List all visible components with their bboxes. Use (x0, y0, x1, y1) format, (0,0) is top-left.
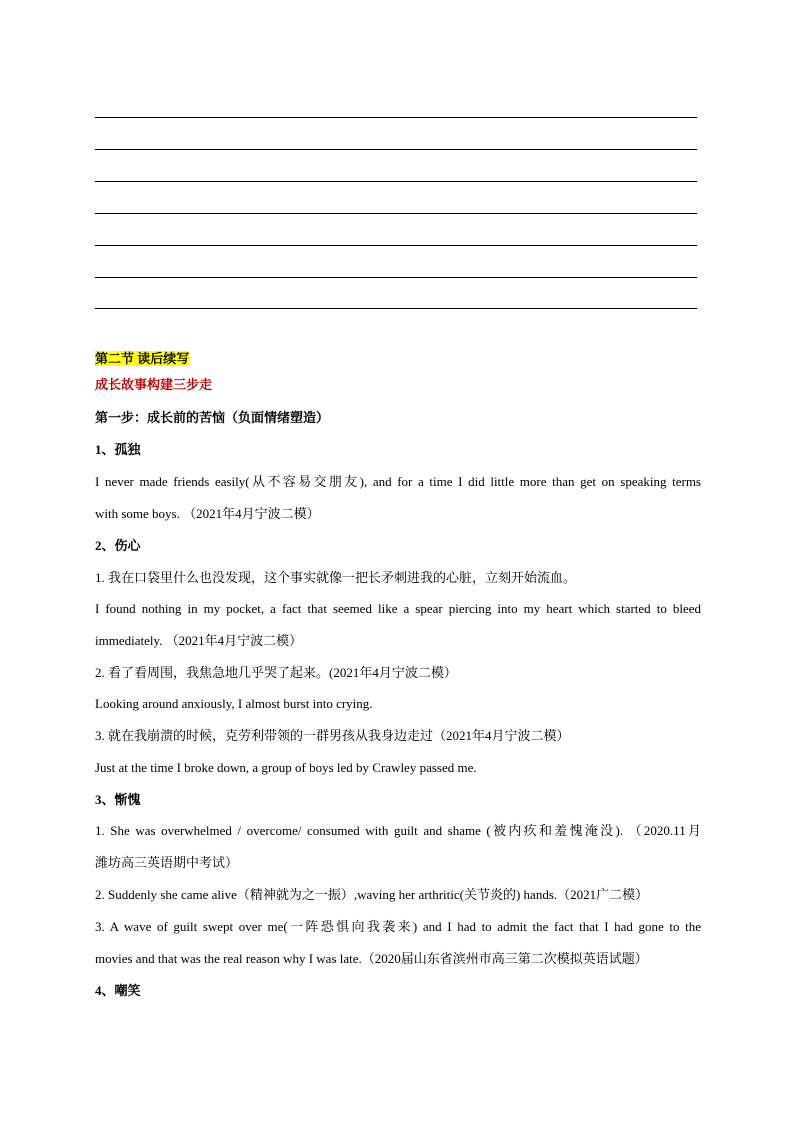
sad-example-1-chinese: 1. 我在口袋里什么也没发现，这个事实就像一把长矛刺进我的心脏，立刻开始流血。 (95, 570, 577, 585)
sad-example-3-chinese: 3. 就在我崩溃的时候，克劳利带领的一群男孩从我身边走过（2021年4月宁波二模） (95, 728, 570, 743)
category-heading-mock: 4、嘲笑 (95, 983, 141, 998)
answer-line (95, 149, 697, 150)
sad-example-3-english: Just at the time I broke down, a group of boys led by Crawley passed me. (95, 760, 477, 775)
subtitle: 成长故事构建三步走 (95, 377, 213, 392)
lonely-example-line2: with some boys. （2021年4月宁波二模） (95, 506, 320, 521)
answer-line (95, 213, 697, 214)
answer-line (95, 181, 697, 182)
sad-example-2-english: Looking around anxiously, I almost burst into crying. (95, 696, 373, 711)
category-heading-sad: 2、伤心 (95, 538, 141, 553)
section-heading (95, 351, 701, 367)
answer-line (95, 277, 697, 278)
step-heading: 第一步：成长前的苦恼（负面情绪塑造） (95, 410, 330, 425)
answer-line (95, 308, 697, 309)
section-title: 第二节 读后续写 (95, 351, 190, 366)
answer-line (95, 245, 697, 246)
lonely-example-line1: I never made friends easily(从不容易交朋友), and for a time I did little more than get on speaking terms (95, 474, 701, 489)
sad-example-1-english-line1: I found nothing in my pocket, a fact that seemed like a spear piercing into my heart which started to bleed (95, 601, 701, 616)
shame-example-3-line2: movies and that was the real reason why I was late.（2020届山东省滨州市高三第二次模拟英语试题） (95, 951, 648, 966)
sad-example-1-english-line2: immediately. （2021年4月宁波二模） (95, 633, 303, 648)
shame-example-1-line1: 1. She was overwhelmed / overcome/ consumed with guilt and shame (被内疚和羞愧淹没). （2020.11月 (95, 823, 701, 838)
shame-example-1-line2: 潍坊高三英语期中考试） (95, 855, 239, 870)
shame-example-3-line1: 3. A wave of guilt swept over me(一阵恐惧向我袭来) and I had to admit the fact that I had gone to the (95, 919, 701, 934)
shame-example-2: 2. Suddenly she came alive（精神就为之一振）,waving her arthritic(关节炎的) hands.（2021广二模） (95, 887, 649, 902)
sad-example-2-chinese: 2. 看了看周围，我焦急地几乎哭了起来。(2021年4月宁波二模） (95, 665, 457, 680)
category-heading-lonely: 1、孤独 (95, 442, 141, 457)
category-heading-shame: 3、惭愧 (95, 792, 141, 807)
answer-line (95, 117, 697, 118)
